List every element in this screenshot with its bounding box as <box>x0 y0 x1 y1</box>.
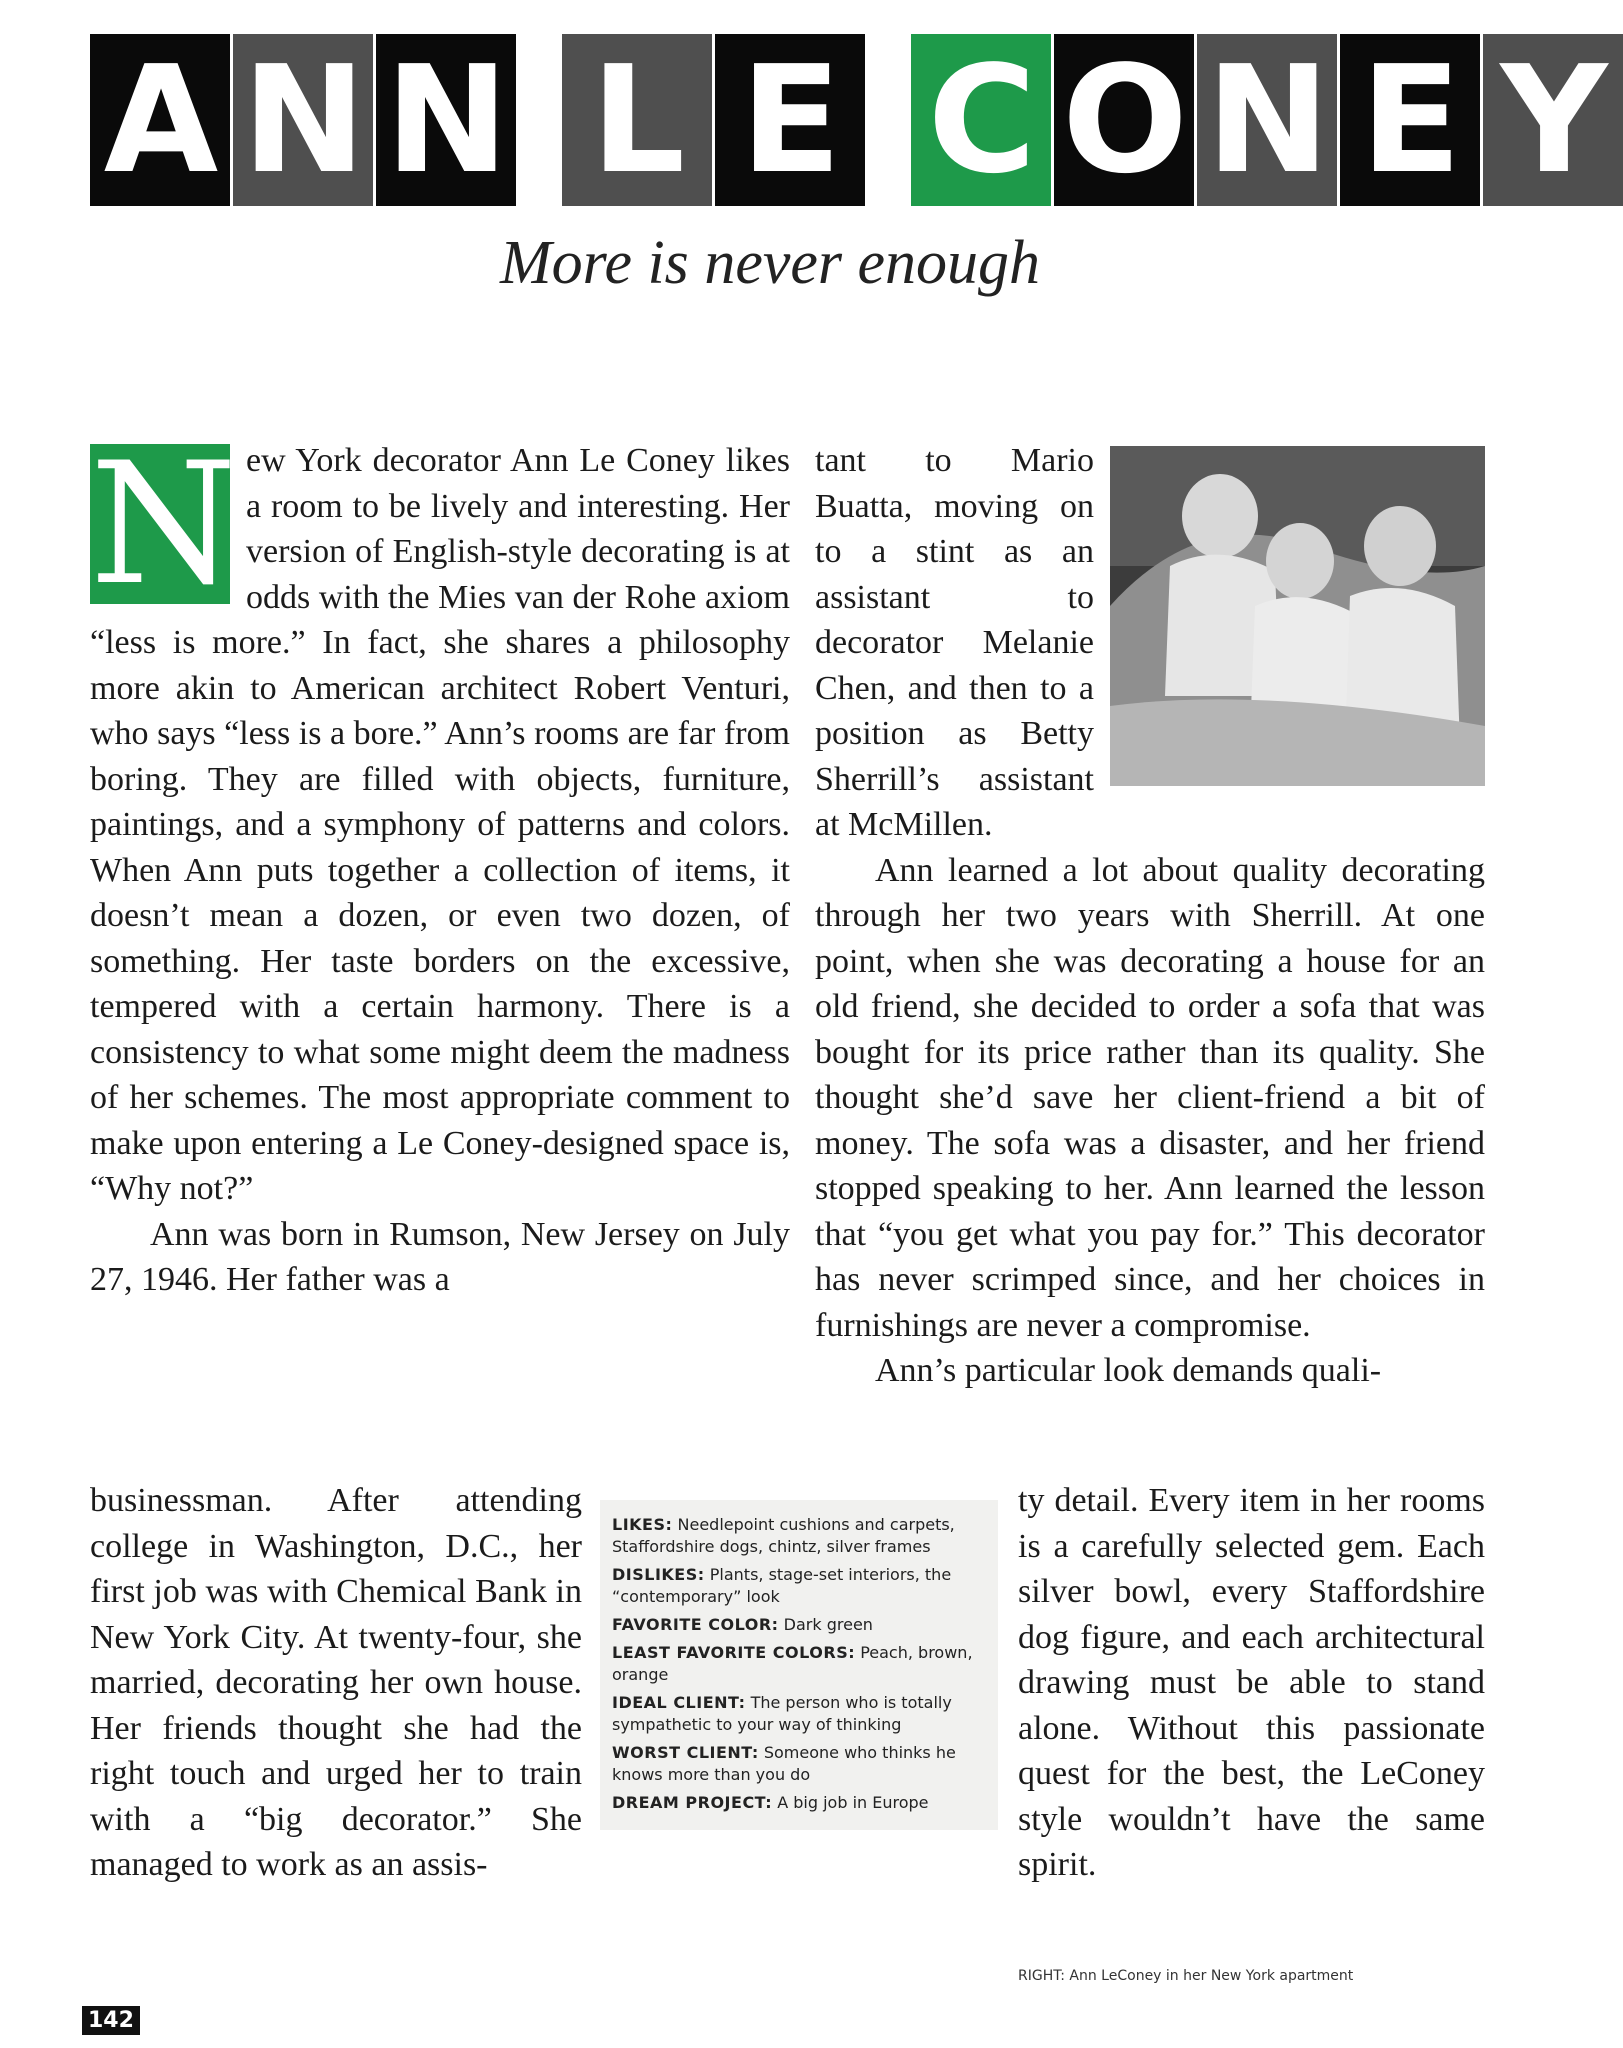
sidebar-entry-dislikes <box>612 1564 984 1608</box>
sidebar-value: Needlepoint cushions and carpets, Staffordshire dogs, chintz, silver frames <box>612 1515 955 1556</box>
sidebar-label: FAVORITE COLOR: <box>612 1615 779 1634</box>
paragraph-career: tant to Mario Buatta, moving on to a stint as an assistant to decorator Melanie Chen, and then to a position as Betty Sherrill’s assistant at McMillen. <box>815 442 1094 843</box>
photo-caption: RIGHT: Ann LeConey in her New York apartment <box>1018 1968 1354 1984</box>
title-letter: C <box>911 34 1051 206</box>
paragraph-lesson: Ann learned a lot about quality decorating through her two years with Sherrill. At one point, when she was decorating a house for an old friend, she decided to order a sofa that was bought for its price rather than its quality. She thought she’d save her client-friend a bit of money. The sofa was a disaster, and her friend stopped speaking to her. Ann learned the lesson that “you get what you pay for.” This decorator has never scrimped since, and her choices in furnishings are never a compromise. <box>815 851 1485 1344</box>
paragraph-quality: ty detail. Every item in her rooms is a carefully selected gem. Each silver bowl, every Staffordshire dog figure, and each architectural drawing must be able to stand alone. Without this passionate quest for the best, the LeConey style wouldn’t have the same spirit. <box>1018 1482 1485 1883</box>
sidebar-entry-dream-project <box>612 1792 984 1814</box>
title-spacer <box>519 34 559 206</box>
paragraph-birth: Ann was born in Rumson, New Jersey on July 27, 1946. Her father was a <box>90 1215 790 1298</box>
sidebar-entry-worst-client <box>612 1742 984 1786</box>
title-letter: E <box>1340 34 1480 206</box>
paragraph-quality-start: Ann’s particular look demands quali- <box>875 1352 1382 1389</box>
title-letter: A <box>90 34 230 206</box>
title-letter: N <box>376 34 516 206</box>
sidebar-label: LIKES: <box>612 1515 673 1534</box>
title-letter: E <box>715 34 865 206</box>
sidebar-value: Someone who thinks he knows more than you do <box>612 1743 956 1784</box>
subtitle: More is never enough <box>499 229 1041 297</box>
title-letter: N <box>1197 34 1337 206</box>
sidebar-entry-favorite-color <box>612 1614 984 1636</box>
sidebar-label: IDEAL CLIENT: <box>612 1693 746 1712</box>
sidebar-entry-least-favorite <box>612 1642 984 1686</box>
title-letter: O <box>1054 34 1194 206</box>
sidebar-value: The person who is totally sympathetic to your way of thinking <box>612 1693 952 1734</box>
title-letter: Y <box>1483 34 1623 206</box>
profile-sidebar <box>600 1500 998 1830</box>
sidebar-label: WORST CLIENT: <box>612 1743 759 1762</box>
title-spacer <box>868 34 908 206</box>
sidebar-label: LEAST FAVORITE COLORS: <box>612 1643 856 1662</box>
photo-illustration <box>1110 446 1485 786</box>
page-number: 142 <box>82 2006 140 2035</box>
sidebar-entry-likes <box>612 1514 984 1558</box>
title-letter: N <box>233 34 373 206</box>
drop-cap: N <box>90 426 237 622</box>
sidebar-label: DREAM PROJECT: <box>612 1793 773 1812</box>
title-bar <box>90 34 1623 206</box>
paragraph-early-life: businessman. After attending college in Washington, D.C., her first job was with Chemical Bank in New York City. At twenty-four, she married, decorating her own house. Her friends thought she had the right touch and urged her to train with a “big decorator.” She managed to work as an assis- <box>90 1482 582 1883</box>
sidebar-value: Dark green <box>783 1615 873 1634</box>
sidebar-value: Peach, brown, orange <box>612 1643 973 1684</box>
sidebar-entry-ideal-client <box>612 1692 984 1736</box>
portrait-photo <box>1110 446 1485 786</box>
sidebar-value: Plants, stage-set interiors, the “contemporary” look <box>612 1565 952 1606</box>
article-column-right <box>815 438 1485 1394</box>
article-column-left <box>90 426 790 1303</box>
paragraph-intro: ew York decorator Ann Le Coney likes a room to be lively and interesting. Her version of English-style decorating is at odds with the Mies van der Rohe axiom “less is more.” In fact, she shares a philosophy more akin to American architect Robert Venturi, who says “less is a bore.” Ann’s rooms are far from boring. They are filled with objects, furniture, paintings, and a symphony of patterns and colors. When Ann puts together a collection of items, it doesn’t mean a dozen, or even two dozen, of something. Her taste borders on the excessive, tempered with a certain harmony. There is a consistency to what some might deem the madness of her schemes. The most appropriate comment to make upon entering a Le Coney-designed space is, “Why not?” <box>90 442 790 1207</box>
title-letter: L <box>562 34 712 206</box>
sidebar-label: DISLIKES: <box>612 1565 705 1584</box>
sidebar-value: A big job in Europe <box>777 1793 929 1812</box>
